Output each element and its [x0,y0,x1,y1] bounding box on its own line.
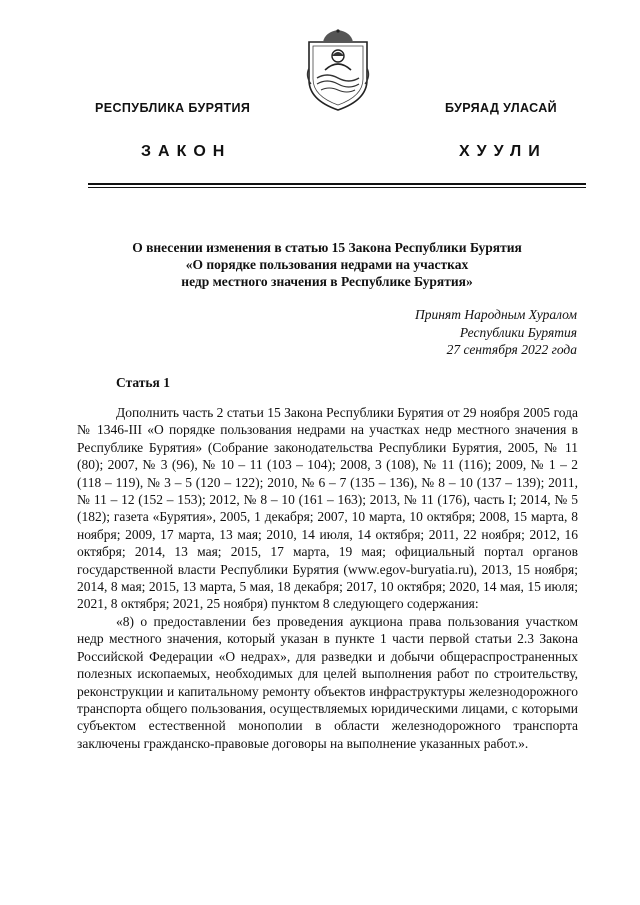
coat-of-arms-icon [303,28,373,112]
header-law-bua: ХУУЛИ [459,143,547,160]
article-paragraph: «8) о предоставлении без проведения аукциона права пользования участком недр местного значения, который указан в пункте 1 части первой статьи 2.3 Закона Российской Федерации «О недрах», для разведки и добычи общераспространенных полезных ископаемых, необходимых для целей выполнения работ по строительству, реконструкции и капитальному ремонту объектов инфраструктуры железнодорожного транспорта общего пользования, осуществляемых юридическими лицами, с которыми субъектом естественной монополии в области железнодорожного транспорта заключены гражданско-правовые договоры на выполнение указанных работ.». [77,613,578,751]
title-line: недр местного значения в Республике Бурятия» [181,274,473,289]
header-divider-thick [88,183,586,185]
header-law-ru: ЗАКОН [141,143,232,160]
adoption-note [277,306,577,359]
adoption-line: Республики Бурятия [459,324,577,340]
header-republic-bua: БУРЯАД УЛАСАЙ [445,101,558,115]
document-title [80,239,574,290]
article-paragraph: Дополнить часть 2 статьи 15 Закона Республики Бурятия от 29 ноября 2005 года № 1346-III «О порядке пользования недрами на участках недр местного значения в Республике Бурятия» (Собрание законодательства Республики Бурятия, 2005, № 11 (80); 2007, № 3 (96), № 10 – 11 (103 – 104); 2008, 3 (108), № 11 (116); 2009, № 1 – 2 (118 – 119), № 3 – 5 (120 – 122); 2010, № 6 – 7 (135 – 136), № 8 – 10 (137 – 139); 2011, № 11 – 12 (152 – 153); 2012, № 8 – 10 (161 – 163); 2013, № 11 (176), часть I; 2014, № 5 (182); газета «Бурятия», 2005, 1 декабря; 2007, 10 марта, 10 октября; 2008, 15 марта, 8 ноября; 2009, 17 марта, 13 мая; 2010, 14 июля, 14 октября; 2011, 22 ноября; 2012, 16 октября; 2014, 13 мая; 2015, 17 марта, 19 мая; официальный портал органов государственной власти Республики Бурятия (www.egov-buryatia.ru), 2013, 15 ноября; 2014, 8 мая; 2015, 13 марта, 5 мая, 18 декабря; 2017, 10 октября; 2020, 14 мая, 15 июля; 2021, 8 октября; 2021, 25 ноября) пунктом 8 следующего содержания: [77,405,578,612]
title-line: О внесении изменения в статью 15 Закона Республики Бурятия [132,240,522,255]
header-divider-thin [88,187,586,188]
adoption-line: Принят Народным Хуралом [414,307,577,322]
article-heading: Статья 1 [116,375,170,390]
article-body [77,404,578,752]
header-republic-ru: РЕСПУБЛИКА БУРЯТИЯ [95,101,251,115]
title-line: «О порядке пользования недрами на участках [185,257,469,272]
adoption-date: 27 сентября 2022 года [446,342,577,357]
